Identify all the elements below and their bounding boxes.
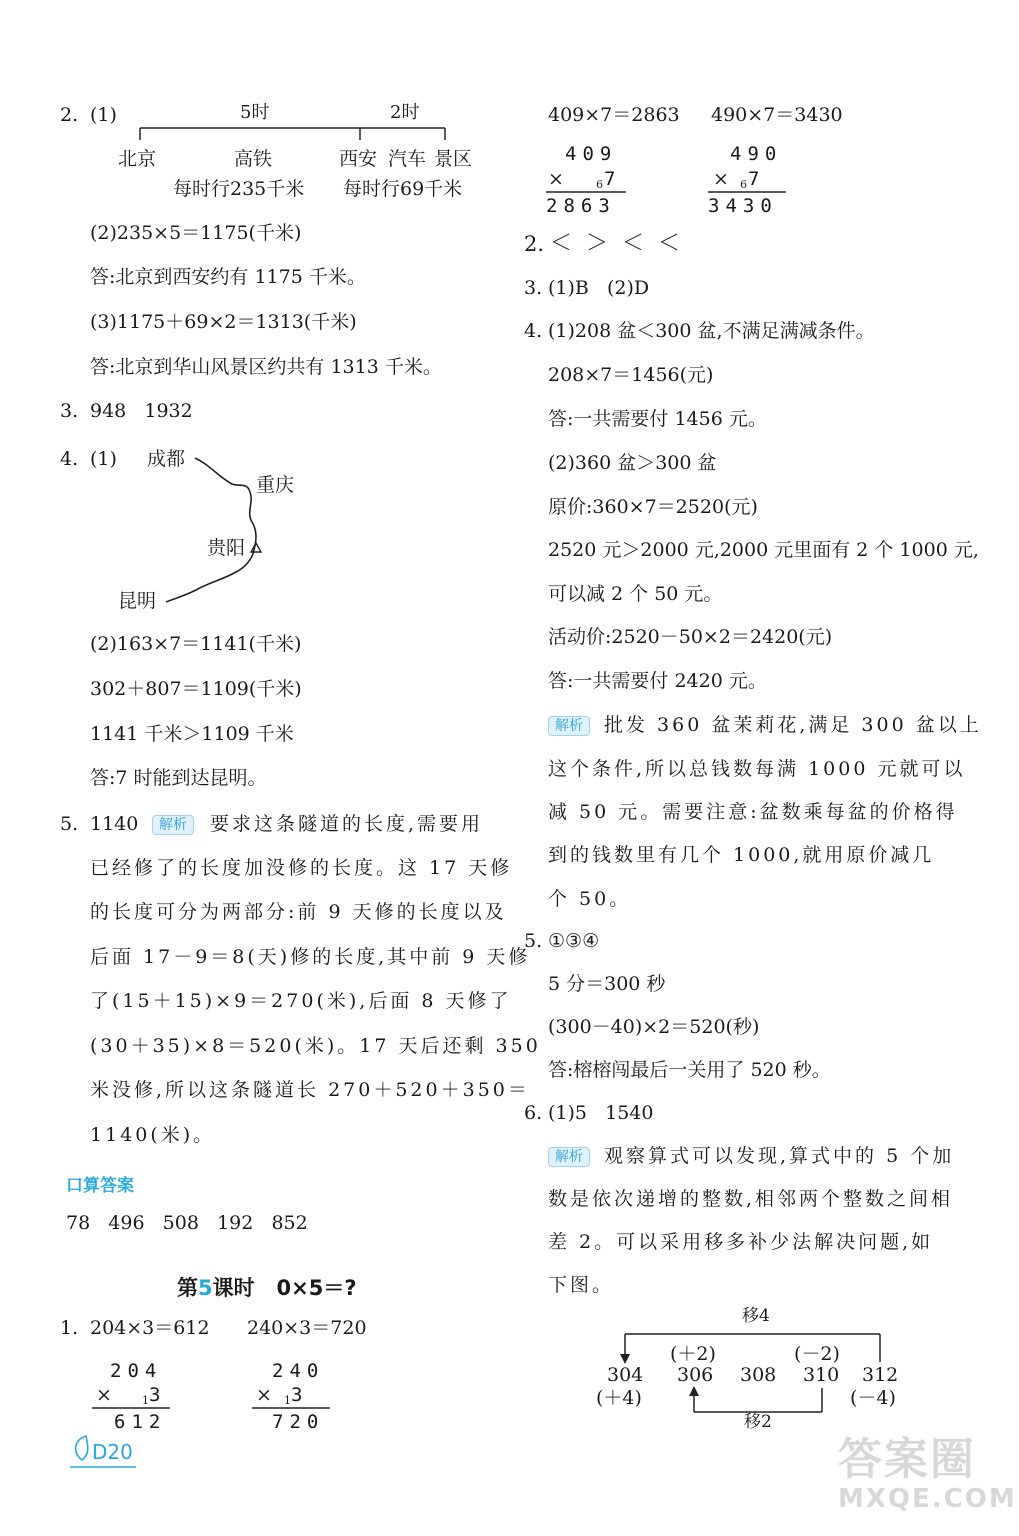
speed-left: 每时行235千米 bbox=[173, 178, 305, 200]
calc-result: 612 bbox=[114, 1411, 167, 1433]
rq4-line-3: 答:一共需要付 1456 元。 bbox=[548, 408, 767, 430]
calc-multiplier: 3 bbox=[291, 1384, 309, 1406]
rq4-analysis-1: 这个条件,所以总钱数每满 1000 元就可以 bbox=[548, 758, 966, 780]
rq4-line-5: 原价:360×7＝2520(元) bbox=[548, 496, 758, 518]
rq5-line-2: 5 分＝300 秒 bbox=[548, 973, 666, 995]
rq4-number: 4. bbox=[524, 320, 543, 342]
rq4-line-4: (2)360 盆＞300 盆 bbox=[548, 452, 717, 474]
rq4-analysis-first: 批发 360 盆茉莉花,满足 300 盆以上 bbox=[604, 714, 982, 736]
adj-plus-4: (＋4) bbox=[596, 1387, 642, 1409]
rq5-line-4: 答:榕榕闯最后一关用了 520 秒。 bbox=[548, 1059, 831, 1081]
place-xian: 西安 bbox=[339, 148, 378, 170]
q5-answer: 1140 bbox=[90, 813, 139, 835]
analysis-tag: 解析 bbox=[548, 716, 590, 736]
carry-digit: 1 bbox=[142, 1394, 149, 1407]
q5-analysis-7: 1140(米)。 bbox=[90, 1124, 216, 1146]
top-equation-1: 409×7＝2863 bbox=[548, 104, 680, 126]
lesson-title-suffix: 课时 0×5＝? bbox=[212, 1276, 357, 1300]
rq4-line-8: 活动价:2520－50×2＝2420(元) bbox=[548, 626, 833, 648]
number-308: 308 bbox=[740, 1364, 777, 1386]
rq4-analysis-3: 到的钱数里有几个 1000,就用原价减几 bbox=[548, 844, 935, 866]
q2-line-2: 答:北京到西安约有 1175 千米。 bbox=[90, 266, 366, 288]
oral-answers-heading: 口算答案 bbox=[66, 1176, 134, 1196]
q5-analysis-6: 米没修,所以这条隧道长 270＋520＋350＝ bbox=[90, 1079, 530, 1101]
rq3-answer: (1)B (2)D bbox=[548, 277, 650, 299]
calc-top: 204 bbox=[110, 1360, 163, 1382]
q5-analysis-4: 了(15＋15)×9＝270(米),后面 8 天修了 bbox=[90, 990, 512, 1012]
adj-plus-2: (＋2) bbox=[670, 1343, 716, 1365]
speed-right: 每时行69千米 bbox=[343, 178, 463, 200]
rq6-number: 6. bbox=[524, 1102, 543, 1124]
label-highspeed-rail: 高铁 bbox=[234, 148, 273, 170]
calc-multiplier: 3 bbox=[149, 1384, 167, 1406]
rq6-analysis-2: 差 2。可以采用移多补少法解决问题,如 bbox=[548, 1231, 934, 1253]
q4-line-1: (2)163×7＝1141(千米) bbox=[90, 633, 302, 655]
calc-result: 3430 bbox=[708, 195, 778, 217]
rq2-answer: ＜ ＞ ＜ ＜ bbox=[550, 231, 680, 256]
times-sign: × bbox=[713, 168, 729, 190]
q2-line-4: 答:北京到华山风景区约共有 1313 千米。 bbox=[90, 356, 442, 378]
q4-line-2: 302＋807＝1109(千米) bbox=[90, 678, 302, 700]
number-310: 310 bbox=[803, 1364, 840, 1386]
carry-digit: 6 bbox=[740, 178, 747, 191]
q5-analysis-5: (30＋35)×8＝520(米)。17 天后还剩 350 bbox=[90, 1035, 541, 1057]
q5-analysis-1: 已经修了的长度加没修的长度。这 17 天修 bbox=[90, 857, 513, 879]
analysis-tag: 解析 bbox=[548, 1147, 590, 1167]
label-2h: 2时 bbox=[390, 102, 420, 123]
carry-digit: 1 bbox=[284, 1394, 291, 1407]
watermark bbox=[838, 1434, 1017, 1530]
place-scenic-area: 景区 bbox=[434, 148, 473, 170]
lesson-number: 5 bbox=[198, 1276, 213, 1300]
place-chengdu: 成都 bbox=[147, 448, 186, 470]
calc-top: 240 bbox=[272, 1360, 325, 1382]
rq3-number: 3. bbox=[524, 277, 543, 299]
q2-sub1: (1) bbox=[90, 104, 117, 126]
carry-digit: 6 bbox=[596, 178, 603, 191]
q3-number: 3. bbox=[60, 400, 79, 422]
q1-number: 1. bbox=[60, 1317, 79, 1339]
label-move-4: 移4 bbox=[742, 1306, 770, 1326]
top-equation-2: 490×7＝3430 bbox=[711, 104, 843, 126]
rq2-number: 2. bbox=[524, 232, 545, 256]
q5-analysis-first: 要求这条隧道的长度,需要用 bbox=[210, 813, 484, 835]
rq4-analysis-4: 个 50。 bbox=[548, 888, 632, 910]
q4-line-3: 1141 千米＞1109 千米 bbox=[90, 723, 294, 745]
q1-equation-2: 240×3＝720 bbox=[247, 1317, 367, 1339]
rq4-line-2: 208×7＝1456(元) bbox=[548, 364, 714, 386]
place-beijing: 北京 bbox=[118, 148, 157, 170]
calc-top: 409 bbox=[565, 143, 618, 165]
q2-number: 2. bbox=[60, 104, 79, 126]
analysis-tag: 解析 bbox=[152, 815, 194, 835]
times-sign: × bbox=[548, 168, 564, 190]
adj-minus-4: (－4) bbox=[850, 1387, 896, 1409]
calc-multiplier: 7 bbox=[604, 168, 622, 190]
q2-line-1: (2)235×5＝1175(千米) bbox=[90, 222, 302, 244]
rq6-analysis-first: 观察算式可以发现,算式中的 5 个加 bbox=[604, 1145, 955, 1167]
rq5-line-1: ①③④ bbox=[548, 930, 600, 952]
place-chongqing: 重庆 bbox=[256, 474, 295, 496]
q2-line-3: (3)1175＋69×2＝1313(千米) bbox=[90, 311, 357, 333]
rq6-analysis-3: 下图。 bbox=[548, 1274, 615, 1296]
label-car: 汽车 bbox=[388, 148, 427, 170]
q3-answer: 948 1932 bbox=[90, 400, 193, 422]
calc-top: 490 bbox=[730, 143, 783, 165]
label-5h: 5时 bbox=[240, 102, 270, 123]
calc-result: 2863 bbox=[546, 195, 616, 217]
times-sign: × bbox=[96, 1384, 112, 1406]
calc-result: 720 bbox=[272, 1411, 325, 1433]
adj-minus-2: (－2) bbox=[794, 1343, 840, 1365]
q5-analysis-3: 后面 17－9＝8(天)修的长度,其中前 9 天修 bbox=[90, 946, 531, 968]
calc-multiplier: 7 bbox=[748, 168, 766, 190]
place-kunming: 昆明 bbox=[118, 590, 157, 612]
rq5-number: 5. bbox=[524, 930, 543, 952]
number-304: 304 bbox=[607, 1364, 644, 1386]
rq4-line-6: 2520 元＞2000 元,2000 元里面有 2 个 1000 元, bbox=[548, 539, 979, 561]
q5-number: 5. bbox=[60, 813, 79, 835]
rq4-analysis-2: 减 50 元。需要注意:盆数乘每盆的价格得 bbox=[548, 801, 958, 823]
q1-equation-1: 204×3＝612 bbox=[90, 1317, 210, 1339]
q4-number: 4. bbox=[60, 448, 79, 470]
rq4-line-7: 可以减 2 个 50 元。 bbox=[548, 583, 723, 605]
rq6-answer: (1)5 1540 bbox=[548, 1102, 654, 1124]
rq6-analysis-1: 数是依次递增的整数,相邻两个整数之间相 bbox=[548, 1188, 954, 1210]
page-number: D20 bbox=[92, 1440, 133, 1464]
rq5-line-3: (300－40)×2＝520(秒) bbox=[548, 1016, 760, 1038]
lesson-title-prefix: 第 bbox=[177, 1276, 198, 1300]
watermark-text: 答案圈 MXQE.COM bbox=[838, 1434, 1017, 1514]
oral-answers-values: 78 496 508 192 852 bbox=[66, 1212, 308, 1234]
q4-sub1: (1) bbox=[90, 448, 117, 470]
q4-line-4: 答:7 时能到达昆明。 bbox=[90, 767, 267, 789]
times-sign: × bbox=[256, 1384, 272, 1406]
number-312: 312 bbox=[862, 1364, 899, 1386]
label-move-2: 移2 bbox=[744, 1412, 772, 1432]
rq4-line-1: (1)208 盆＜300 盆,不满足满减条件。 bbox=[548, 320, 875, 342]
q5-analysis-2: 的长度可分为两部分:前 9 天修的长度以及 bbox=[90, 901, 507, 923]
rq4-line-9: 答:一共需要付 2420 元。 bbox=[548, 670, 767, 692]
place-guiyang: 贵阳 bbox=[207, 537, 246, 559]
number-306: 306 bbox=[677, 1364, 714, 1386]
